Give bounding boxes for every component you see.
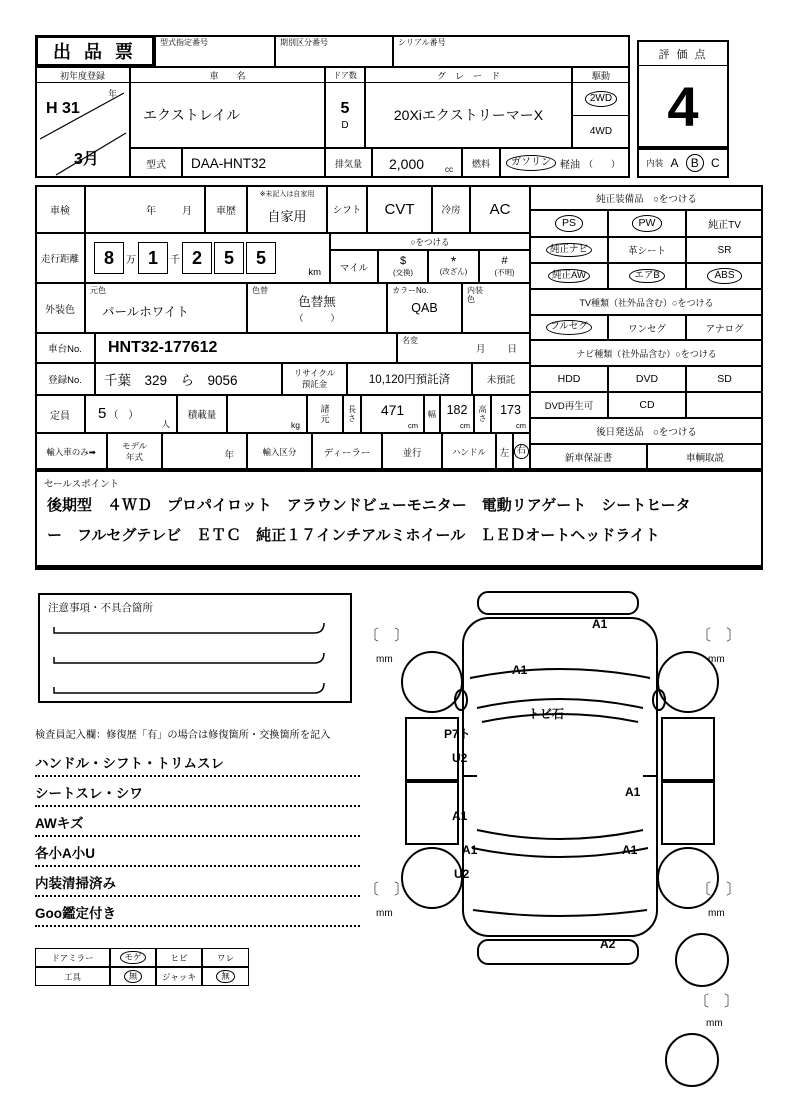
mirror-moge-selected: モゲ <box>120 951 145 964</box>
equip-abs-selected: ABS <box>707 268 741 284</box>
height-label <box>474 395 491 433</box>
spec-label <box>307 395 343 433</box>
odometer-digit-2: 1 <box>138 242 168 274</box>
later-ship-header: 後日発送品 ○をつける <box>530 418 763 444</box>
doors-box <box>325 67 365 148</box>
tread-mm-extra: mm <box>706 1018 723 1029</box>
model-year-cell <box>162 433 247 470</box>
equip-sr-cell: SR <box>686 237 763 263</box>
capacity-label: 定員 <box>35 395 85 433</box>
interior-grade-a: A <box>670 156 679 170</box>
rear-window-line-1 <box>477 830 643 839</box>
damage-windshield: トビ石 <box>528 707 565 721</box>
damage-rear-left-1: A1 <box>462 843 478 857</box>
doors-value: 5 <box>340 99 350 117</box>
tread-bracket-tl: 〔 〕 <box>364 627 410 644</box>
color-change-paren: （ ） <box>294 313 340 323</box>
inspector-item <box>35 900 360 927</box>
period-class-cell <box>275 35 393 67</box>
height-unit: cm <box>516 421 526 430</box>
equip-pw-cell <box>608 210 686 237</box>
odometer-digit-4: 5 <box>214 242 244 274</box>
model-value: DAA-HNT32 <box>182 148 325 178</box>
equip-abs-cell <box>686 263 763 289</box>
interior-grade-label: 内装 <box>646 158 664 168</box>
mileage-dollar-note: (交換) <box>393 268 413 277</box>
fuel-gasoline-selected: ガソリン <box>506 155 556 171</box>
model-year-label-2: 年式 <box>125 451 143 462</box>
tread-bracket-br: 〔 〕 <box>696 881 742 898</box>
model-designation-label: 型式指定番号 <box>160 38 208 47</box>
tread-bracket-bl: 〔 〕 <box>364 881 410 898</box>
color-no-label: カラーNo. <box>392 286 429 295</box>
color-change-cell <box>247 283 387 333</box>
damage-door-fl-2: U2 <box>452 751 468 765</box>
import-class-label: 輸入区分 <box>247 433 312 470</box>
drive-4wd: 4WD <box>589 126 613 137</box>
sales-point-line1: 後期型 ４ＷＤ プロパイロット アラウンドビューモニター 電動リアゲート シートヒータ <box>47 497 691 514</box>
equip-aw-selected: 純正AW <box>548 269 590 284</box>
rating-label: 評 価 点 <box>639 42 727 66</box>
name-change-cell <box>397 333 530 363</box>
inspector-item <box>35 840 360 867</box>
capacity-value: 5 <box>98 405 107 422</box>
first-reg-year-suffix: 年 <box>107 89 117 99</box>
damage-side-left: A1 <box>452 809 468 823</box>
equip-tv-cell: 純正TV <box>686 210 763 237</box>
orig-color-value: パールホワイト <box>102 305 189 319</box>
tv-type-header: TV種類（社外品含む）○をつける <box>530 289 763 315</box>
cd-cell: CD <box>608 392 686 418</box>
tread-mm-br: mm <box>708 908 725 919</box>
color-no-cell <box>387 283 462 333</box>
width-cell <box>440 395 474 433</box>
equip-airbag-selected: エアB <box>629 269 664 284</box>
model-label: 型式 <box>130 148 182 178</box>
damage-rear-left-2: U2 <box>454 867 470 881</box>
equip-header: 純正装備品 ○をつける <box>530 185 763 210</box>
chassis-label: 車台No. <box>35 333 95 363</box>
regno-value: 千葉 329 ら 9056 <box>95 363 282 395</box>
notes-box <box>38 593 352 703</box>
recycle-not-deposited: 未預託 <box>472 363 530 395</box>
navi-hdd-cell: HDD <box>530 366 608 392</box>
handle-label: ハンドル <box>442 433 496 470</box>
length-label <box>343 395 361 433</box>
equip-navi-cell <box>530 237 608 263</box>
tread-circle-1 <box>676 934 728 986</box>
sales-point-line2: ー フルセグテレビ ＥＴＣ 純正１７インチアルミホイール ＬＥＤオートヘッドライト <box>47 527 660 544</box>
inspector-header: 検査員記入欄：修復歴「有」の場合は修復箇所・交換箇所を記入 <box>35 730 331 741</box>
manual-cell: 車輌取説 <box>647 444 763 470</box>
capacity-unit: 人 <box>161 419 170 429</box>
car-name-label: 車 名 <box>131 68 324 83</box>
equip-ps-cell <box>530 210 608 237</box>
damage-front-bumper: A1 <box>592 617 608 631</box>
mileage-asterisk: * <box>450 253 457 269</box>
color-change-label: 色替 <box>252 286 268 295</box>
hood-line <box>470 669 650 678</box>
inspector-item-text: 各小A小U <box>35 846 95 861</box>
equip-aw-cell <box>530 263 608 289</box>
name-change-label: 名変 <box>402 336 418 345</box>
grade-label: グ レ ー ド <box>366 68 571 83</box>
tread-mm-tl: mm <box>376 654 393 665</box>
recycle-deposited: 10,120円預託済 <box>347 363 472 395</box>
inspector-item-text: ハンドル・シフト・トリムスレ <box>35 756 224 771</box>
mileage-exchange-cell <box>378 250 428 283</box>
fuel-cell <box>500 148 630 178</box>
fuel-label: 燃料 <box>462 148 500 178</box>
inspector-item-text: 内装清掃済み <box>35 876 116 891</box>
tv-fullseg-cell <box>530 315 608 340</box>
car-name-box <box>130 67 325 148</box>
tread-mm-tr: mm <box>708 654 725 665</box>
mileage-asterisk-note: (改ざん) <box>439 267 468 276</box>
odometer-digit-5: 5 <box>246 242 276 274</box>
media-blank-cell <box>686 392 763 418</box>
equip-navi-selected: 純正ナビ <box>546 243 592 258</box>
inspector-item-text: AWキズ <box>35 816 84 831</box>
color-no-value: QAB <box>411 301 438 315</box>
capacity-cell <box>85 395 177 433</box>
handle-right-selected: 右 <box>514 444 530 459</box>
mileage-hash-note: (不明) <box>494 268 515 277</box>
tread-bracket-tr: 〔 〕 <box>696 627 742 644</box>
tools-jack-cell: ジャッキ <box>156 967 202 986</box>
odometer-digit-1: 8 <box>94 242 124 274</box>
odometer-sen: 千 <box>170 254 180 266</box>
navi-dvd-cell: DVD <box>608 366 686 392</box>
model-year-suffix: 年 <box>224 450 234 461</box>
first-reg-box <box>35 67 130 178</box>
spec-label-text: 諸元 <box>319 404 330 424</box>
dvd-play-cell: DVD再生可 <box>530 392 608 418</box>
ext-color-label: 外装色 <box>35 283 85 333</box>
mileage-dollar: $ <box>399 255 407 267</box>
notes-label: 注意事項・不具合箇所 <box>48 602 153 614</box>
sales-point-box <box>35 470 763 570</box>
inspector-item <box>35 810 360 837</box>
shaken-year: 年 <box>146 205 156 217</box>
odometer-digit-3: 2 <box>182 242 212 274</box>
notes-lines <box>40 595 350 701</box>
shaken-month: 月 <box>182 205 192 217</box>
width-unit: cm <box>460 421 470 430</box>
height-cell <box>491 395 530 433</box>
aircon-label: 冷房 <box>432 185 470 233</box>
wheel-rear-right <box>658 848 718 908</box>
door-panel-right-rear <box>662 782 714 844</box>
inspector-item-text: Goo鑑定付き <box>35 906 116 921</box>
damage-side-right: A1 <box>625 785 641 799</box>
chassis-value: HNT32-177612 <box>95 333 397 363</box>
sales-point-label: セールスポイント <box>44 479 120 490</box>
serial-label: シリアル番号 <box>398 38 446 47</box>
car-body-shape <box>463 618 657 936</box>
length-value: 471 <box>380 402 405 418</box>
tv-fullseg-selected: フルセグ <box>546 320 592 335</box>
tread-bracket-extra: 〔 〕 <box>694 993 740 1010</box>
name-change-day: 日 <box>507 344 517 355</box>
grade-value: 20XiエクストリーマーX <box>393 107 544 123</box>
mileage-mark-header: ○をつける <box>330 233 530 250</box>
history-value: 自家用 <box>267 208 307 224</box>
inspector-item <box>35 780 360 807</box>
hatch-line <box>473 910 647 916</box>
orig-color-label: 元色 <box>90 286 106 295</box>
displacement-unit: cc <box>445 165 453 174</box>
displacement-value: 2,000 <box>389 156 425 172</box>
shaken-date-cell <box>85 185 205 233</box>
handle-left: 左 <box>496 433 513 470</box>
mileage-label: 走行距離 <box>35 233 85 283</box>
mirror-moge-cell <box>110 948 156 967</box>
model-designation-cell <box>155 35 275 67</box>
aircon-value: AC <box>470 185 530 233</box>
length-cell <box>361 395 424 433</box>
recycle-label <box>282 363 347 395</box>
first-reg-slashes <box>36 83 129 177</box>
first-reg-era-value: H 31 <box>46 100 80 117</box>
capacity-paren: （ ） <box>108 410 139 421</box>
shift-value: CVT <box>367 185 432 233</box>
tools-none-selected: 無 <box>124 970 143 983</box>
inspector-item <box>35 870 360 897</box>
load-cell <box>227 395 307 433</box>
front-bumper-shape <box>478 592 638 614</box>
drive-label: 駆動 <box>573 68 629 83</box>
tools-label: 工具 <box>35 967 110 986</box>
equip-leather-cell: 革シート <box>608 237 686 263</box>
wheel-front-left <box>402 652 462 712</box>
equip-pw-selected: PW <box>632 215 663 231</box>
tv-analog-cell: アナログ <box>686 315 763 340</box>
model-year-label-1: モデル <box>121 440 148 451</box>
regno-label: 登録No. <box>35 363 95 395</box>
equip-ps-selected: PS <box>555 215 583 231</box>
doors-label: ドア数 <box>326 68 364 83</box>
door-panel-left-rear <box>406 782 458 844</box>
first-reg-month-value: 3月 <box>74 151 99 168</box>
fuel-diesel: 軽油 <box>560 159 580 171</box>
width-value: 182 <box>446 403 468 417</box>
drive-box <box>572 67 630 148</box>
navi-sd-cell: SD <box>686 366 763 392</box>
mirror-ware-cell: ワレ <box>202 948 249 967</box>
int-color-cell <box>462 283 530 333</box>
mileage-mile-cell: マイル <box>330 250 378 283</box>
wheel-rear-left <box>402 848 462 908</box>
serial-cell <box>393 35 630 67</box>
warranty-cell: 新車保証書 <box>530 444 647 470</box>
interior-grade-b-selected: B <box>686 154 704 172</box>
doors-sub: D <box>341 119 349 131</box>
sheet-title-box <box>35 35 155 67</box>
damage-rear-right: A1 <box>622 843 638 857</box>
mileage-tamper-cell <box>428 250 479 283</box>
mileage-hash: # <box>501 255 508 267</box>
rating-box <box>637 40 729 148</box>
drive-2wd-selected: 2WD <box>585 91 617 107</box>
tv-oneseg-cell: ワンセグ <box>608 315 686 340</box>
damage-rear-bumper: A2 <box>600 937 616 951</box>
color-change-value: 色替無 <box>298 295 336 309</box>
tools-none2-cell <box>202 967 249 986</box>
damage-hood: A1 <box>512 663 528 677</box>
name-change-month: 月 <box>475 344 486 355</box>
displacement-label: 排気量 <box>325 148 372 178</box>
car-name-value: エクストレイル <box>143 107 241 123</box>
import-dealer: ディーラー <box>312 433 382 470</box>
mileage-unknown-cell <box>479 250 530 283</box>
odometer-cell <box>85 233 330 283</box>
grade-box <box>365 67 572 148</box>
recycle-label-2: 預託金 <box>301 379 328 389</box>
history-label: 車歴 <box>205 185 247 233</box>
interior-grade-c: C <box>711 156 720 170</box>
height-value: 173 <box>500 403 521 417</box>
fuel-paren: （ ） <box>584 158 621 169</box>
tread-circle-2 <box>666 1034 718 1086</box>
recycle-label-1: リサイクル <box>293 368 336 379</box>
period-class-label: 期別区分番号 <box>280 38 328 47</box>
shift-label: シフト <box>327 185 367 233</box>
history-cell <box>247 185 327 233</box>
inspector-item-text: シートスレ・シワ <box>35 786 143 801</box>
interior-grade-box <box>637 148 729 178</box>
inspector-item <box>35 750 360 777</box>
sheet-title: 出 品 票 <box>52 42 137 62</box>
damage-door-fl-1: P7ト <box>444 727 471 741</box>
load-label: 積載量 <box>177 395 227 433</box>
width-label: 幅 <box>424 395 440 433</box>
tread-mm-bl: mm <box>376 908 393 919</box>
equip-airbag-cell <box>608 263 686 289</box>
length-unit: cm <box>408 421 418 430</box>
car-diagram <box>360 578 770 1098</box>
rating-score: 4 <box>667 74 699 138</box>
height-label-text: 高さ <box>478 405 487 423</box>
first-reg-label: 初年度登録 <box>36 68 129 83</box>
mirror-hibi-cell: ヒビ <box>156 948 202 967</box>
tools-none2-selected: 無 <box>216 970 235 983</box>
mirror-label: ドアミラー <box>35 948 110 967</box>
model-year-label <box>107 433 162 470</box>
import-only-label: 輸入車のみ➡ <box>35 433 107 470</box>
length-label-text: 長さ <box>347 405 357 423</box>
orig-color-cell <box>85 283 247 333</box>
history-note: ※未記入は自家用 <box>259 191 315 198</box>
displacement-cell <box>372 148 462 178</box>
tools-none-cell <box>110 967 156 986</box>
door-panel-right-front <box>662 718 714 780</box>
int-color-label: 内装色 <box>467 286 483 305</box>
shaken-label: 車検 <box>35 185 85 233</box>
load-unit: kg <box>291 420 300 430</box>
odometer-man: 万 <box>126 254 136 266</box>
import-parallel: 並行 <box>382 433 442 470</box>
odometer-unit: km <box>308 267 321 278</box>
handle-right-cell <box>513 433 530 470</box>
navi-type-header: ナビ種類（社外品含む）○をつける <box>530 340 763 366</box>
